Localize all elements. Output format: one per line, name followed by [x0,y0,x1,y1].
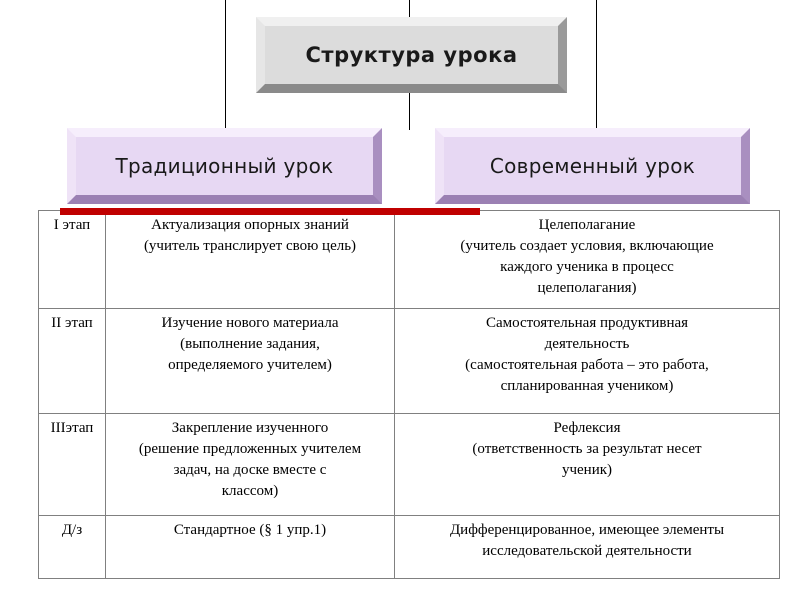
title-box [256,17,567,93]
cell-line: исследовательской деятельности [482,543,692,559]
cell-line: целеполагания) [537,280,637,296]
traditional-lesson-label: Традиционный урок [76,137,373,195]
cell-line: задач, на доске вместе с [173,462,327,478]
modern-cell [395,309,780,414]
stage-cell: IIIэтап [39,414,106,516]
traditional-cell [106,414,395,516]
red-divider-bar [60,208,480,215]
cell-line: Рефлексия [553,420,621,436]
cell-line: Изучение нового материала [161,315,339,331]
traditional-lesson-box [67,128,382,204]
cell-line: Актуализация опорных знаний [151,217,349,233]
comparison-table [38,210,780,579]
cell-line: классом) [221,483,279,499]
cell-line: Дифференцированное, имеющее элементы [449,522,725,538]
cell-line: Целеполагание [538,217,636,233]
cell-line: (решение предложенных учителем [138,441,362,457]
table-row [39,309,780,414]
cell-line: (учитель транслирует свою цель) [143,238,357,254]
stage-cell: II этап [39,309,106,414]
stage-cell: I этап [39,211,106,309]
diagram-title: Структура урока [265,26,558,84]
modern-lesson-label: Современный урок [444,137,741,195]
cell-line: (учитель создает условия, включающие [460,238,714,254]
cell-line: (ответственность за результат несет [472,441,702,457]
cell-line: Стандартное (§ 1 упр.1) [173,522,327,538]
modern-lesson-box [435,128,750,204]
connector-line-left-vertical [225,0,226,130]
modern-cell [395,516,780,579]
traditional-cell [106,309,395,414]
cell-line: Закрепление изученного [171,420,329,436]
cell-line: ученик) [561,462,613,478]
cell-line: (выполнение задания, [180,336,320,352]
modern-cell [395,211,780,309]
table-row [39,516,780,579]
table-row [39,211,780,309]
cell-line: Самостоятельная продуктивная [485,315,689,331]
traditional-cell [106,516,395,579]
modern-cell [395,414,780,516]
table-row [39,414,780,516]
cell-line: спланированная учеником) [500,378,674,394]
cell-line: определяемого учителем) [168,357,332,373]
connector-line-right-vertical [596,0,597,130]
stage-cell: Д/з [39,516,106,579]
cell-line: деятельность [544,336,630,352]
traditional-cell [106,211,395,309]
cell-line: (самостоятельная работа – это работа, [465,357,709,373]
cell-line: каждого ученика в процесс [500,259,674,275]
